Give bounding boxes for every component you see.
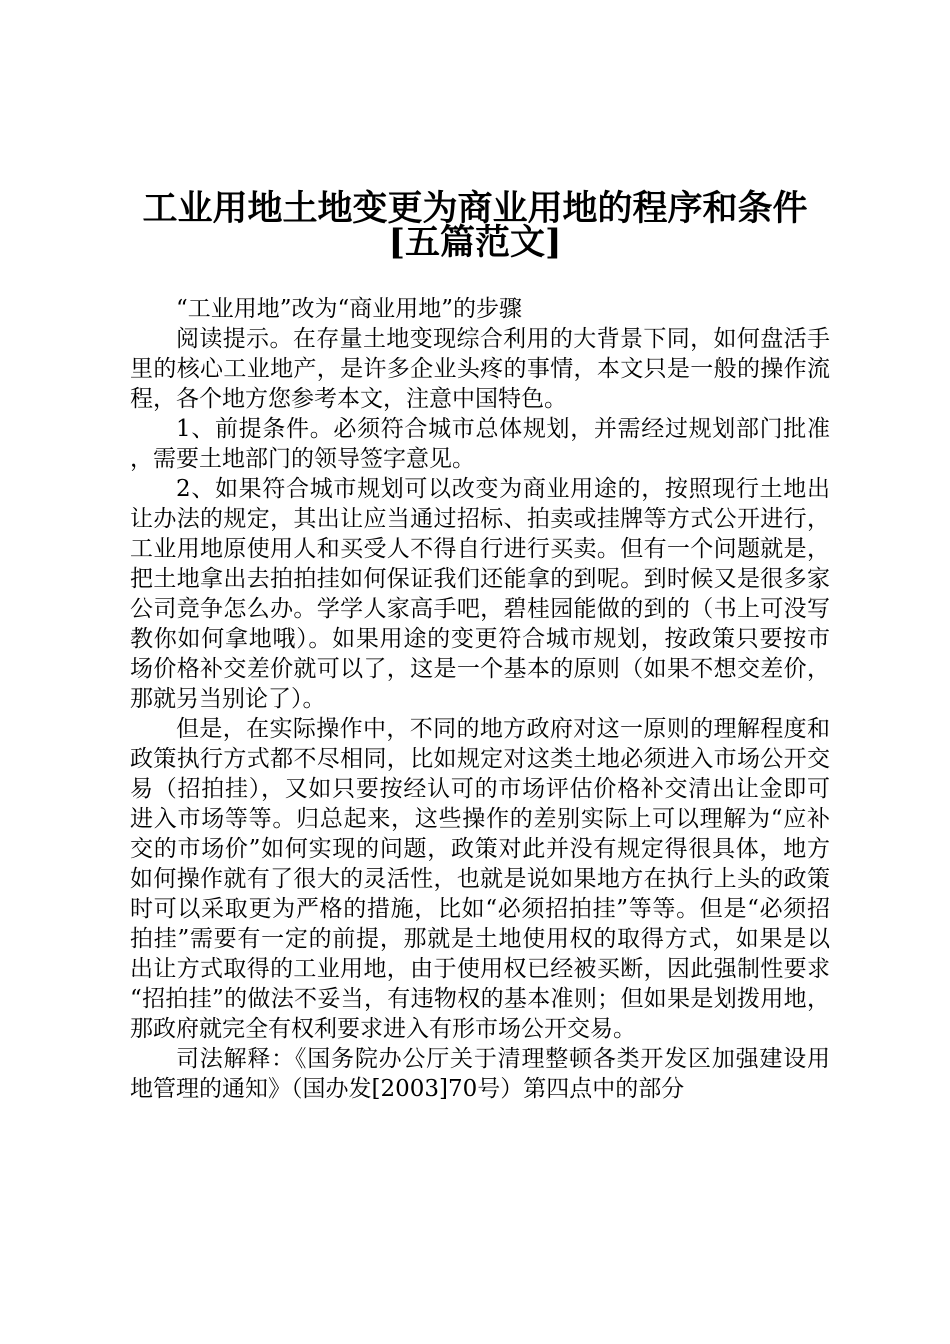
paragraph-practice: 但是，在实际操作中，不同的地方政府对这一原则的理解程度和政策执行方式都不尽相同，比如规定对这类土地必须进入市场公开交易（招拍挂），又如只要按经认可的市场评估价格补交清出让金即可进入市场等等。归总起来，这些操作的差别实际上可以理解为“应补交的市场价”如何实现的问题，政策对此并没有规定得很具体，地方如何操作就有了很大的灵活性，也就是说如果地方在执行上头的政策时可以采取更为严格的措施，比如“必须招拍挂”等等。但是“必须招拍挂”需要有一定的前提，那就是土地使用权的取得方式，如果是以出让方式取得的工业用地，由于使用权已经被买断，因此强制性要求“招拍挂”的做法不妥当，有违物权的基本准则；但如果是划拨用地，那政府就完全有权利要求进入有形市场公开交易。	[130, 716, 830, 1042]
paragraph-transfer-rules: 2、如果符合城市规划可以改变为商业用途的，按照现行土地出让办法的规定，其出让应当通过招标、拍卖或挂牌等方式公开进行，工业用地原使用人和买受人不得自行进行买卖。但有一个问题就是，把土地拿出去拍拍挂如何保证我们还能拿的到呢。到时候又是很多家公司竞争怎么办。学学人家高手吧，碧桂园能做的到的（书上可没写教你如何拿地哦）。如果用途的变更符合城市规划，按政策只要按市场价格补交差价就可以了，这是一个基本的原则（如果不想交差价，那就另当别论了）。	[130, 476, 830, 712]
paragraph-precondition: 1、前提条件。必须符合城市总体规划，并需经过规划部门批准，需要土地部门的领导签字意见。	[130, 416, 830, 472]
paragraph-subtitle: “工业用地”改为“商业用地”的步骤	[176, 296, 523, 322]
document-title-line-2: [五篇范文]	[388, 222, 562, 263]
paragraph-judicial-interpretation: 司法解释：《国务院办公厅关于清理整顿各类开发区加强建设用地管理的通知》（国办发[2003]70号）第四点中的部分	[130, 1046, 830, 1102]
paragraph-reading-tip: 阅读提示。在存量土地变现综合利用的大背景下同，如何盘活手里的核心工业地产，是许多企业头疼的事情，本文只是一般的操作流程，各个地方您参考本文，注意中国特色。	[130, 326, 830, 412]
document-body	[130, 294, 830, 1104]
document-title-line-1: 工业用地土地变更为商业用地的程序和条件	[142, 188, 808, 229]
